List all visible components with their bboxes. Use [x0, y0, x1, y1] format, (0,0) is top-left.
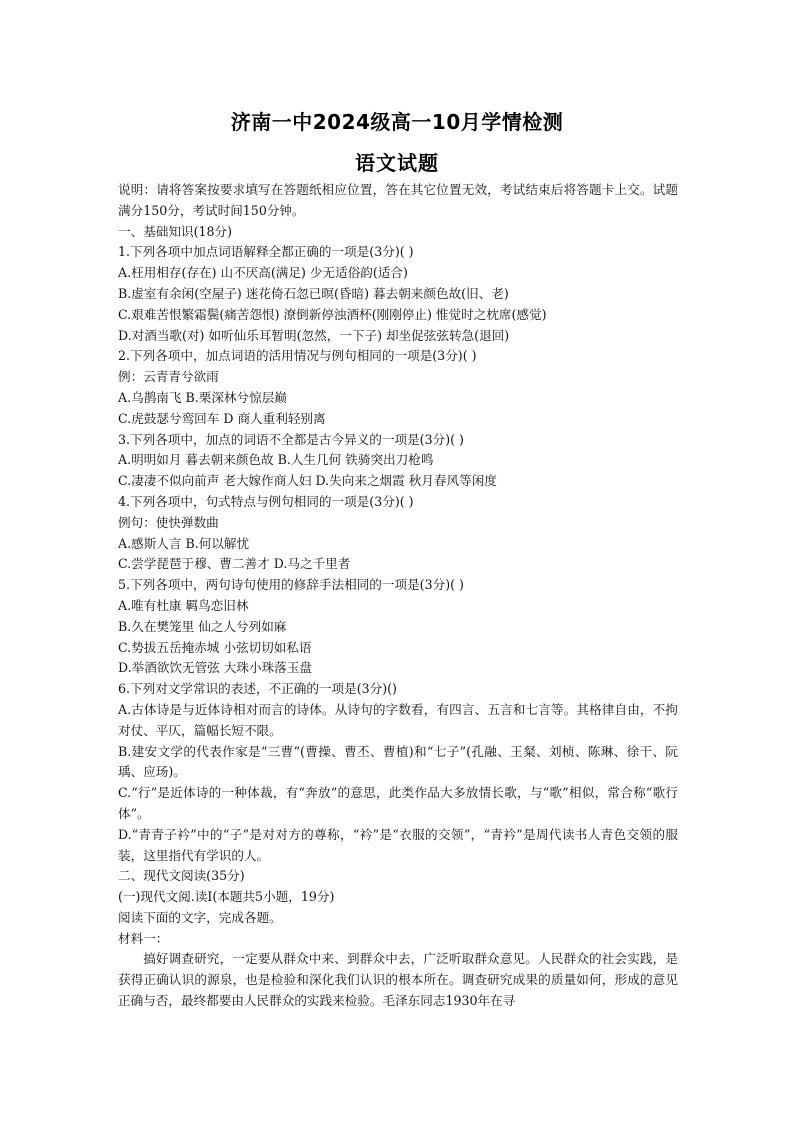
question-4-options-ab: A.感斯人言 B.何以解忧: [118, 535, 250, 551]
question-2-stem: 2.下列各项中，加点词语的活用情况与例句相同的一项是(3分)( ): [118, 348, 477, 364]
question-3-stem: 3.下列各项中，加点的词语不全都是古今异义的一项是(3分)( ): [118, 431, 464, 447]
question-5-option-b: B.久在樊笼里 仙之人兮列如麻: [118, 618, 287, 634]
question-1-stem: 1.下列各项中加点词语解释全都正确的一项是(3分)( ): [118, 244, 414, 260]
question-2-options-ab: A.乌鹊南飞 B.栗深林兮惊层巅: [118, 389, 287, 405]
material-label: 材料一：: [118, 930, 169, 946]
question-6-stem: 6.下列对文学常识的表述，不正确的一项是(3分)(): [118, 681, 397, 697]
question-4-example: 例句：使快弹数曲: [118, 514, 219, 530]
reading-subheading: (一)现代文阅.读I(本题共5小题，19分): [118, 889, 335, 905]
question-6-option-a: A.古体诗是与近体诗相对而言的诗体。从诗句的字数看，有四言、五言和七言等。其格律自由，不拘对仗、平仄，篇幅长短不限。: [118, 701, 678, 738]
question-3-options-ab: A.明明如月 暮去朝来颜色故 B.人生几何 铁骑突出刀枪鸣: [118, 452, 434, 468]
question-4-options-cd: C.尝学琵琶于穆、曹二善才 D.马之千里者: [118, 556, 351, 572]
question-2-options-cd: C.虎鼓瑟兮鸾回车 D 商人重利轻别离: [118, 410, 326, 426]
question-5-option-d: D.举酒欲饮无管弦 大珠小珠落玉盘: [118, 660, 312, 676]
question-5-stem: 5.下列各项中，两句诗句使用的修辞手法相同的一项是(3分)( ): [118, 577, 464, 593]
instructions: 说明：请将答案按要求填写在答题纸相应位置，答在其它位置无效，考试结束后将答题卡上交。试题满分150分，考试时间150分钟。: [118, 182, 678, 218]
question-6-option-c: C.“行”是近体诗的一种体裁，有“奔放”的意思，此类作品大多放情长歌，与“歌”相似，常合称“歌行体”。: [118, 785, 678, 821]
exam-body: [118, 180, 678, 1012]
reading-instruction: 阅读下面的文字，完成各题。: [118, 909, 282, 925]
question-1-option-a: A.枉用相存(存在) 山不厌高(满足) 少无适俗韵(适合): [118, 265, 408, 281]
question-4-stem: 4.下列各项中，句式特点与例句相同的一项是(3分)( ): [118, 493, 414, 509]
question-3-options-cd: C.凄凄不似向前声 老大嫁作商人妇 D.失向来之烟霞 秋月春风等闲度: [118, 473, 497, 489]
section-heading-reading: 二、现代文阅读(35分): [118, 868, 245, 884]
question-1-option-d: D.对酒当歌(对) 如听仙乐耳暂明(忽然，一下子) 却坐促弦弦转急(退回): [118, 327, 510, 343]
exam-title: 济南一中2024级高一10月学情检测: [230, 110, 564, 134]
question-2-example: 例：云青青兮欲雨: [118, 369, 219, 385]
section-heading-basics: 一、基础知识(18分): [118, 223, 233, 239]
question-1-option-c: C.艰难苦恨繁霜鬓(痛苦怨恨) 潦倒新停浊酒杯(刚刚停止) 惟觉时之枕席(感觉): [118, 306, 547, 322]
question-6-option-d: D.“青青子衿”中的“子”是对对方的尊称，“衿”是“衣服的交领”，“青衿”是周代读书人青色交领的服装，这里指代有学识的人。: [118, 826, 678, 863]
material-text: 搞好调查研究，一定要从群众中来、到群众中去，广泛听取群众意见。人民群众的社会实践，是获得正确认识的源泉，也是检验和深化我们认识的根本所在。调查研究成果的质量如何，形成的意见正确与否，最终都要由人民群众的实践来检验。毛泽东同志1930年在寻: [118, 951, 678, 1009]
question-6-option-b: B.建安文学的代表作家是“三曹”(曹操、曹丕、曹植)和“七子”(孔融、王粲、刘桢、陈琳、徐干、阮瑀、应玚)。: [118, 743, 678, 780]
question-5-option-a: A.唯有杜康 羁鸟恋旧林: [118, 597, 249, 613]
question-1-option-b: B.虚室有余闲(空屋子) 迷花倚石忽已暝(昏暗) 暮去朝来颜色故(旧、老): [118, 285, 509, 301]
exam-subtitle: 语文试题: [355, 151, 439, 175]
question-5-option-c: C.势拔五岳掩赤城 小弦切切如私语: [118, 639, 312, 655]
